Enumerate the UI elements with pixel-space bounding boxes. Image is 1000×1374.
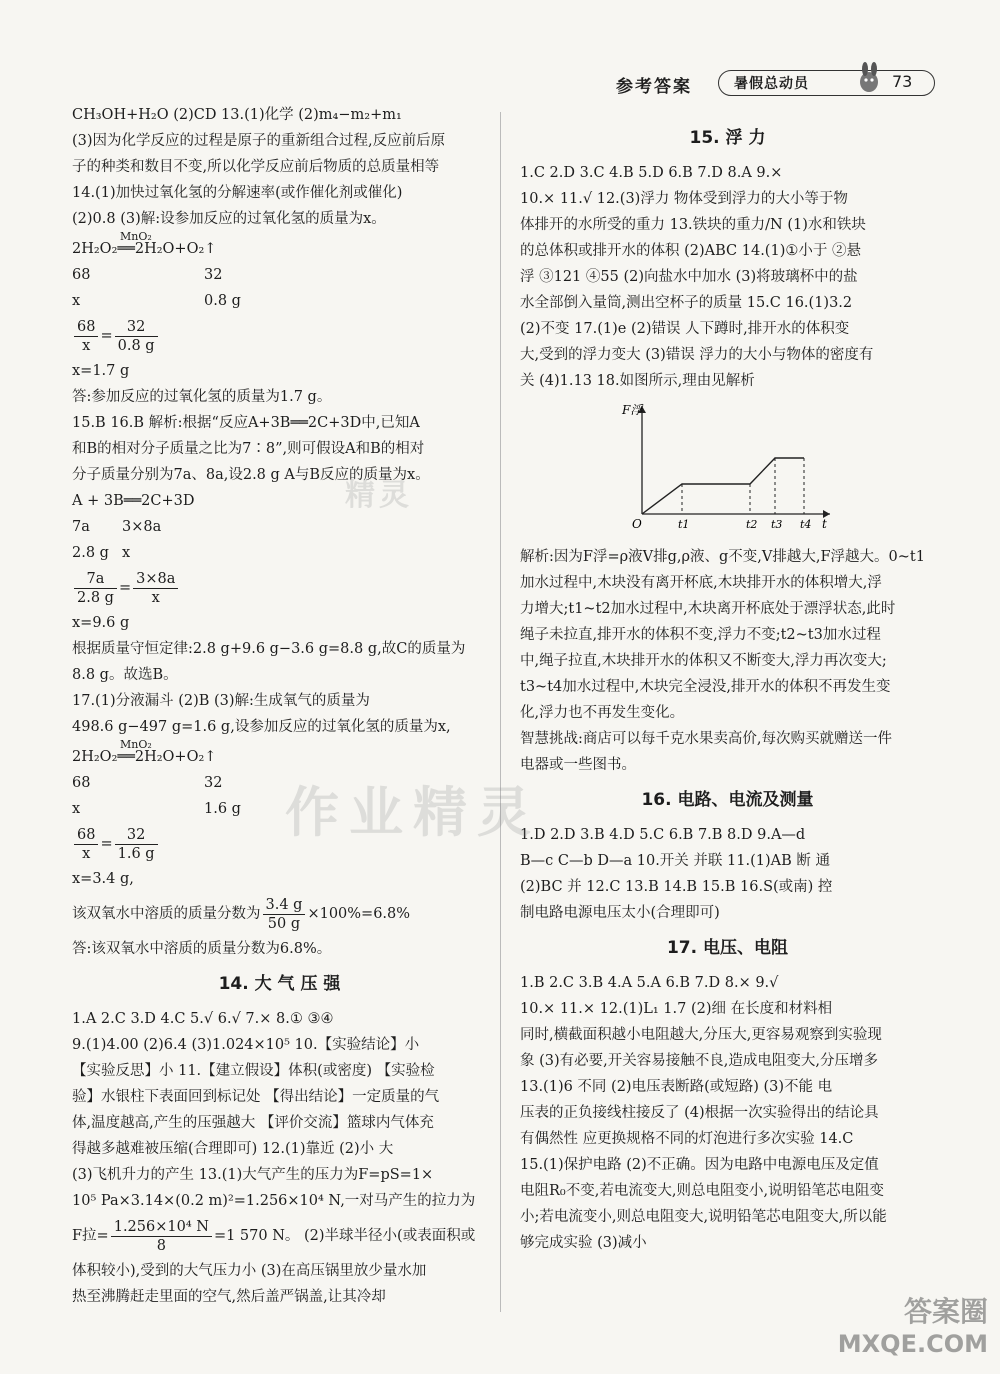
- text-line: 浮 ③121 ④55 (2)向盐水中加水 (3)将玻璃杯中的盐: [520, 269, 858, 285]
- fraction: [115, 826, 158, 863]
- value: 2.8 g: [72, 545, 109, 561]
- numerator: 68: [74, 826, 98, 845]
- text-line: 15.B 16.B 解析:根据“反应A+3B══2C+3D中,已知A: [72, 415, 420, 431]
- text-line: 大,受到的浮力变大 (3)错误 浮力的大小与物体的密度有: [520, 347, 874, 363]
- text-line: 10⁵ Pa×3.14×(0.2 m)²=1.256×10⁴ N,一对马产生的拉力为: [72, 1193, 476, 1209]
- fraction: [74, 318, 98, 355]
- text-line: 体,温度越高,产生的压强越大 【评价交流】篮球内气体充: [72, 1115, 434, 1131]
- value: 32: [204, 267, 223, 283]
- text-line: 根据质量守恒定律:2.8 g+9.6 g−3.6 g=8.8 g,故C的质量为: [72, 641, 466, 657]
- text-line: x=1.7 g: [72, 363, 130, 379]
- text-line: 1.A 2.C 3.D 4.C 5.√ 6.√ 7.× 8.① ③④: [72, 1011, 334, 1027]
- denominator: x: [151, 589, 160, 606]
- text-line: 答:参加反应的过氧化氢的质量为1.7 g。: [72, 389, 332, 405]
- numerator: 1.256×10⁴ N: [111, 1218, 212, 1237]
- watermark-corner-title: 答案圈: [903, 1295, 988, 1328]
- t2-label: t2: [746, 518, 758, 531]
- value: 68: [72, 775, 91, 791]
- text-line: 的总体积或排开水的体积 (2)ABC 14.(1)①小于 ②悬: [520, 243, 861, 259]
- denominator: 8: [156, 1237, 166, 1254]
- watermark-corner-url: MXQE.COM: [837, 1330, 988, 1358]
- text-line: 化,浮力也不再发生变化。: [520, 705, 685, 721]
- text-line: 电阻R₀不变,若电流变大,则总电阻变小,说明铅笔芯电阻变: [520, 1183, 885, 1199]
- right-column: [520, 116, 935, 1256]
- text-line: (2)BC 并 12.C 13.B 14.B 15.B 16.S(或南) 控: [520, 879, 833, 895]
- mass-row: [72, 514, 487, 540]
- watermark-stamp: 精灵: [345, 478, 413, 513]
- text-line: t3~t4加水过程中,木块完全浸没,排开水的体积不再发生变: [520, 679, 891, 695]
- text-line: 有偶然性 应更换规格不同的灯泡进行多次实验 14.C: [520, 1131, 854, 1147]
- text-line: 得越多越难被压缩(合理即可) 12.(1)靠近 (2)小 大: [72, 1141, 394, 1157]
- value: 32: [204, 775, 223, 791]
- text-fragment: =1 570 N。 (2)半球半径小(或表面积或: [213, 1228, 476, 1244]
- text-line: 制电路电源电压太小(合理即可): [520, 905, 720, 921]
- text-line: 小;若电流变小,则总电阻变大,说明铅笔芯电阻变大,所以能: [520, 1209, 887, 1225]
- denominator: x: [82, 845, 91, 862]
- x-axis-label: t: [822, 517, 827, 531]
- mass-row: [72, 288, 487, 314]
- mass-row: [72, 540, 487, 566]
- denominator: 2.8 g: [77, 589, 114, 606]
- text-line: 1.B 2.C 3.B 4.A 5.A 6.B 7.D 8.× 9.√: [520, 975, 779, 991]
- text-fragment: 该双氧水中溶质的质量分数为: [72, 906, 261, 922]
- text-line: 子的种类和数目不变,所以化学反应前后物质的总质量相等: [72, 159, 440, 175]
- numerator: 32: [115, 318, 158, 337]
- header-ref-title: 参考答案: [616, 77, 692, 97]
- text-line: 够完成实验 (3)减小: [520, 1235, 647, 1251]
- text-line: B—c C—b D—a 10.开关 并联 11.(1)AB 断 通: [520, 853, 830, 869]
- numerator: 3.4 g: [263, 896, 306, 915]
- value: 0.8 g: [204, 293, 241, 309]
- text-line: 压表的正负接线柱接反了 (4)根据一次实验得出的结论具: [520, 1105, 879, 1121]
- page-number: 73: [892, 72, 913, 91]
- value: 1.6 g: [204, 801, 241, 817]
- text-line: 验】水银柱下表面回到标记处 【得出结论】一定质量的气: [72, 1089, 440, 1105]
- text-line: 加水过程中,木块没有离开杯底,木块排开水的体积增大,浮: [520, 575, 882, 591]
- text-line: 水全部倒入量筒,测出空杯子的质量 15.C 16.(1)3.2: [520, 295, 853, 311]
- header-series: 暑假总动员: [734, 76, 809, 92]
- page-header: [600, 68, 935, 98]
- text-line: 体积较小),受到的大气压力小 (3)在高压锅里放少量水加: [72, 1263, 427, 1279]
- equation-text: 2H₂O₂══2H₂O+O₂↑: [72, 241, 217, 257]
- text-line: 力增大;t1~t2加水过程中,木块离开杯底处于漂浮状态,此时: [520, 601, 896, 617]
- text-line: 中,绳子拉直,木块排开水的体积又不断变大,浮力再次变大;: [520, 653, 887, 669]
- percent-line: [72, 892, 487, 936]
- fraction: [111, 1218, 212, 1255]
- denominator: 0.8 g: [117, 337, 155, 354]
- text-line: 答:该双氧水中溶质的质量分数为6.8%。: [72, 941, 332, 957]
- section-heading: 17. 电压、电阻: [666, 938, 789, 958]
- text-fragment: F拉=: [72, 1228, 109, 1244]
- text-line: (2)不变 17.(1)e (2)错误 人下蹲时,排开水的体积变: [520, 321, 850, 337]
- text-line: 9.(1)4.00 (2)6.4 (3)1.024×10⁵ 10.【实验结论】小: [72, 1037, 420, 1053]
- fraction: [74, 570, 117, 607]
- mascot-icon: [852, 62, 886, 96]
- t3-label: t3: [771, 518, 783, 531]
- denominator: 50 g: [267, 915, 301, 932]
- text-line: 绳子未拉直,排开水的体积不变,浮力不变;t2~t3加水过程: [520, 627, 881, 643]
- text-line: 14.(1)加快过氧化氢的分解速率(或作催化剂或催化): [72, 185, 403, 201]
- force-line: [72, 1214, 487, 1258]
- value: 7a: [72, 519, 90, 535]
- text-line: 1.C 2.D 3.C 4.B 5.D 6.B 7.D 8.A 9.×: [520, 165, 783, 181]
- text-line: x=3.4 g,: [72, 871, 134, 887]
- text-line: 象 (3)有必要,开关容易接触不良,造成电阻变大,分压增多: [520, 1053, 878, 1069]
- text-line: (2)0.8 (3)解:设参加反应的过氧化氢的质量为x。: [72, 211, 386, 227]
- proportion: $\frac{7a}{2.8 g}$ = $\frac{3\times 8a}{x}$: [72, 566, 487, 610]
- text-line: 10.× 11.√ 12.(3)浮力 物体受到浮力的大小等于物: [520, 191, 848, 207]
- section-heading: 15. 浮 力: [689, 128, 766, 148]
- text-line: 解析:因为F浮=ρ液V排g,ρ液、g不变,V排越大,F浮越大。0~t1: [520, 549, 925, 565]
- text-line: 热至沸腾赶走里面的空气,然后盖严锅盖,让其冷却: [72, 1289, 386, 1305]
- text-line: 10.× 11.× 12.(1)L₁ 1.7 (2)细 在长度和材料相: [520, 1001, 833, 1017]
- text-line: 同时,横截面积越小电阻越大,分压大,更容易观察到实验现: [520, 1027, 882, 1043]
- reaction-equation: [72, 740, 487, 770]
- value: x: [72, 801, 81, 817]
- buoyancy-curve: [642, 458, 804, 514]
- proportion: $\frac{68}{x}$ = $\frac{32}{0.8 g}$: [72, 314, 487, 358]
- text-line: 15.(1)保护电路 (2)不正确。因为电路中电源电压及定值: [520, 1157, 879, 1173]
- fraction: [263, 896, 306, 933]
- watermark-center: 作业精灵: [285, 781, 541, 844]
- value: 3×8a: [122, 519, 162, 535]
- text-fragment: ×100%=6.8%: [307, 906, 411, 922]
- value: 68: [72, 267, 91, 283]
- graph-svg: [520, 394, 935, 544]
- text-line: 和B的相对分子质量之比为7∶8”,则可假设A和B的相对: [72, 441, 425, 457]
- left-column: [72, 102, 487, 1310]
- text-line: x=9.6 g: [72, 615, 130, 631]
- text-line: 智慧挑战:商店可以每千克水果卖高价,每次购买就赠送一件: [520, 731, 892, 747]
- text-line: (3)飞机升力的产生 13.(1)大气产生的压力为F=pS=1×: [72, 1167, 434, 1183]
- denominator: 1.6 g: [117, 845, 155, 862]
- text-line: 分子质量分别为7a、8a,设2.8 g A与B反应的质量为x。: [72, 467, 430, 483]
- numerator: 68: [74, 318, 98, 337]
- text-line: 关 (4)1.13 18.如图所示,理由见解析: [520, 373, 755, 389]
- fraction: [115, 318, 158, 355]
- numerator: 3×8a: [133, 570, 178, 589]
- buoyancy-graph: [520, 394, 935, 544]
- text-line: 8.8 g。故选B。: [72, 667, 178, 683]
- column-divider: [500, 112, 501, 1312]
- value: x: [72, 293, 81, 309]
- text-line: 1.D 2.D 3.B 4.D 5.C 6.B 7.B 8.D 9.A—d: [520, 827, 806, 843]
- text-line: CH₃OH+H₂O (2)CD 13.(1)化学 (2)m₄−m₂+m₁: [72, 107, 402, 123]
- numerator: 32: [115, 826, 158, 845]
- text-line: 电器或一些图书。: [520, 757, 636, 773]
- text-line: 13.(1)6 不同 (2)电压表断路(或短路) (3)不能 电: [520, 1079, 833, 1095]
- text-line: 体排开的水所受的重力 13.铁块的重力/N (1)水和铁块: [520, 217, 866, 233]
- mass-row: [72, 262, 487, 288]
- origin-label: O: [632, 517, 642, 531]
- y-axis-label: F浮: [622, 403, 643, 417]
- t1-label: t1: [678, 518, 690, 531]
- text-line: 17.(1)分液漏斗 (2)B (3)解:生成氧气的质量为: [72, 693, 370, 709]
- equation-text: 2H₂O₂══2H₂O+O₂↑: [72, 749, 217, 765]
- denominator: x: [82, 337, 91, 354]
- catalyst-label: MnO₂: [120, 230, 152, 243]
- text-line: A + 3B══2C+3D: [72, 493, 195, 509]
- numerator: 7a: [74, 570, 117, 589]
- fraction: [133, 570, 178, 607]
- watermark-corner: [838, 1296, 988, 1360]
- text-line: 498.6 g−497 g=1.6 g,设参加反应的过氧化氢的质量为x,: [72, 719, 451, 735]
- fraction: [74, 826, 98, 863]
- value: x: [122, 545, 131, 561]
- reaction-equation: [72, 232, 487, 262]
- section-heading: 14. 大 气 压 强: [218, 974, 341, 994]
- text-line: 【实验反思】小 11.【建立假设】体积(或密度) 【实验检: [72, 1063, 435, 1079]
- proportion: $\frac{68}{x}$ = $\frac{32}{1.6 g}$: [72, 822, 487, 866]
- catalyst-label: MnO₂: [120, 738, 152, 751]
- section-heading: 16. 电路、电流及测量: [641, 790, 814, 810]
- text-line: (3)因为化学反应的过程是原子的重新组合过程,反应前后原: [72, 133, 446, 149]
- t4-label: t4: [800, 518, 812, 531]
